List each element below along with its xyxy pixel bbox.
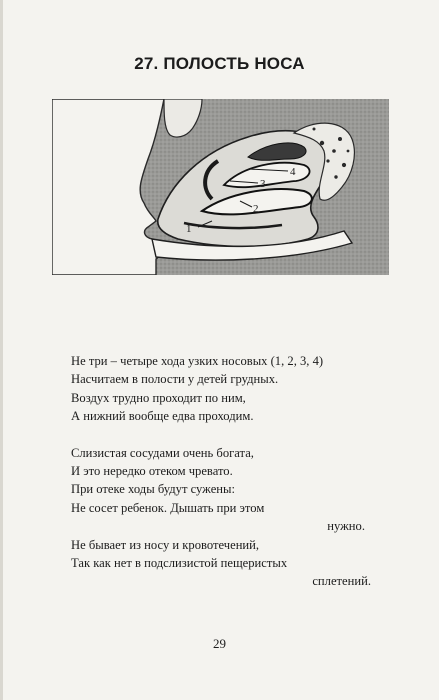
poem-line: А нижний вообще едва проходим. xyxy=(71,409,254,424)
label-4: 4 xyxy=(290,166,296,178)
poem-line: И это нередко отеком чревато. xyxy=(71,464,233,479)
page-edge xyxy=(0,0,3,700)
poem xyxy=(71,352,371,591)
poem-line: Воздух трудно проходит по ним, xyxy=(71,390,246,405)
stanza-gap xyxy=(71,426,371,444)
nasal-cavity-illustration xyxy=(52,99,389,275)
poem-line-continuation: нужно. xyxy=(327,519,365,534)
poem-line: Так как нет в подслизистой пещеристых xyxy=(71,556,288,571)
poem-line: Не сосет ребенок. Дышать при этом xyxy=(71,500,265,515)
poem-line-continuation: сплетений. xyxy=(312,574,371,589)
poem-line: Слизистая сосудами очень богата, xyxy=(71,445,254,460)
label-2: 2 xyxy=(253,203,259,215)
page-title: 27. ПОЛОСТЬ НОСА xyxy=(134,54,305,73)
page-number: 29 xyxy=(213,636,226,651)
label-1: 1 xyxy=(186,223,192,235)
poem-line: Насчитаем в полости у детей грудных. xyxy=(71,372,279,387)
label-3: 3 xyxy=(260,178,266,190)
nasal-cavity-drawing xyxy=(52,99,389,275)
poem-line: Не три – четыре хода узких носовых (1, 2, 3, 4) xyxy=(71,354,324,368)
poem-line: Не бывает из носу и кровотечений, xyxy=(71,537,260,552)
poem-line: При отеке ходы будут сужены: xyxy=(71,482,235,497)
